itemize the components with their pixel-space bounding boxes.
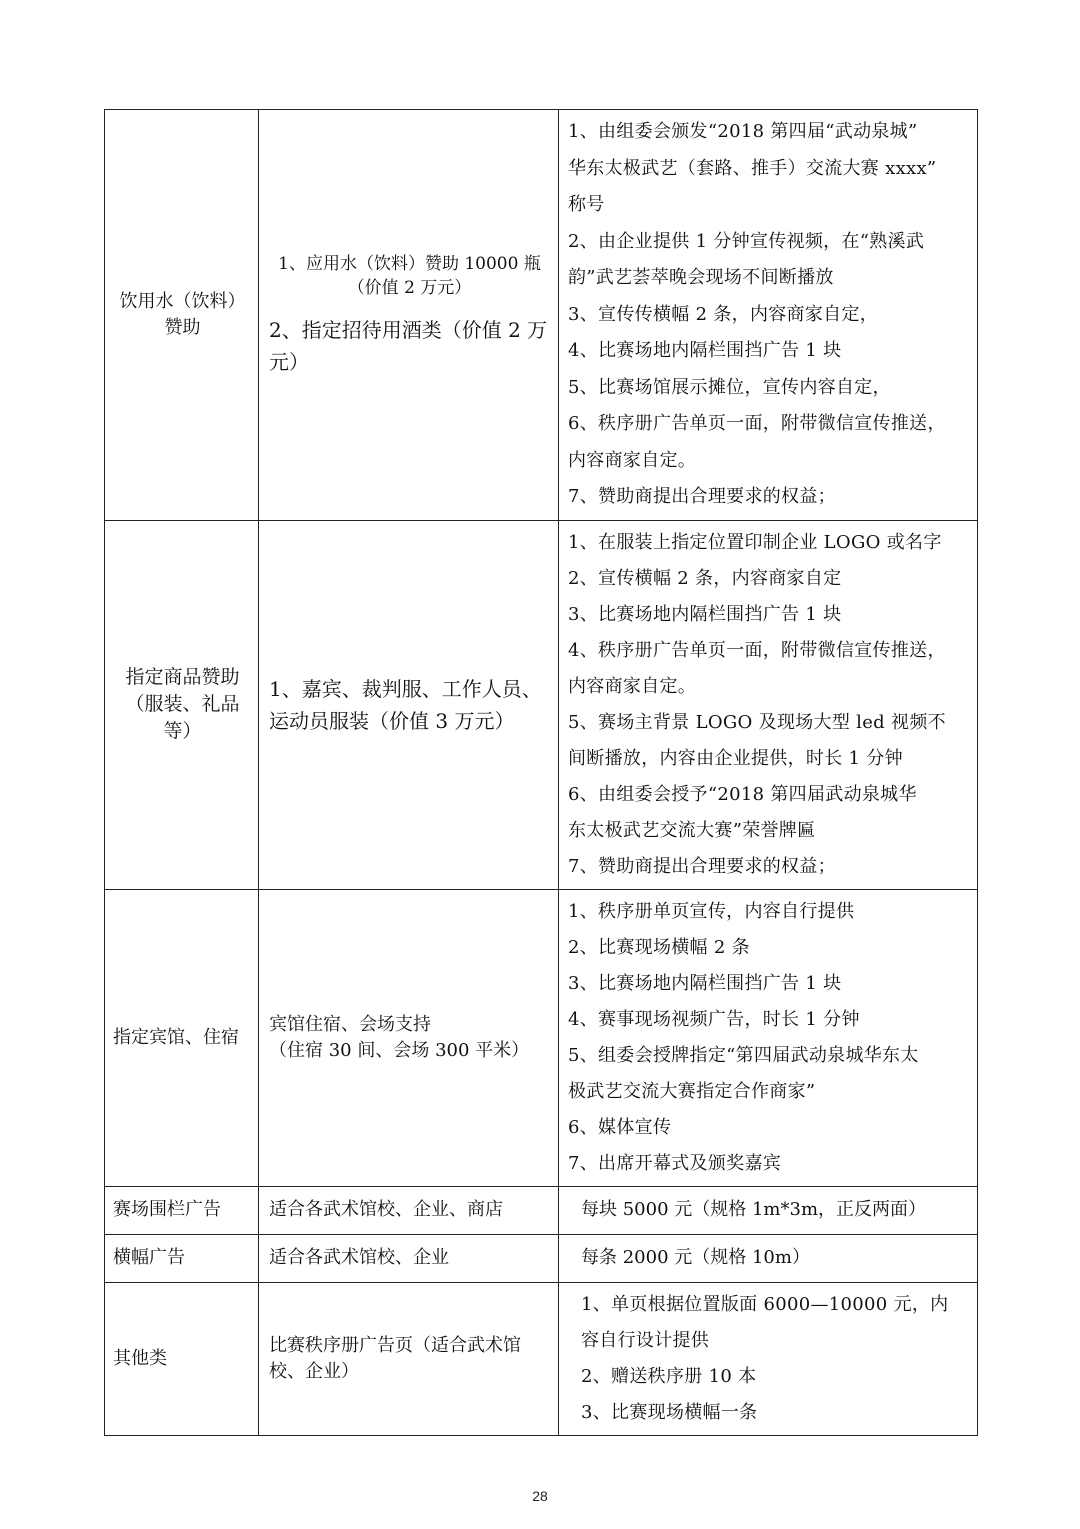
item-cell bbox=[259, 520, 559, 889]
benefit-line: 2、由企业提供 1 分钟宣传视频，在“熟溪武 bbox=[568, 230, 925, 252]
item-text: （住宿 30 间、会场 300 平米） bbox=[269, 1039, 530, 1061]
item-text: 1、嘉宾、裁判服、工作人员、运动员服装（价值 3 万元） bbox=[269, 676, 542, 733]
benefit-line: 间断播放，内容由企业提供，时长 1 分钟 bbox=[568, 747, 903, 769]
benefit-line: 7、赞助商提出合理要求的权益； bbox=[568, 855, 836, 877]
item-text: 1、应用水（饮料）赞助 10000 瓶（价值 2 万元） bbox=[278, 253, 541, 298]
benefit-line: 容自行设计提供 bbox=[581, 1329, 710, 1351]
table-row bbox=[105, 520, 978, 889]
item-cell bbox=[259, 1282, 559, 1435]
benefit-line: 2、赠送秩序册 10 本 bbox=[581, 1365, 757, 1387]
benefit-line: 6、由组委会授予“2018 第四届武动泉城华 bbox=[568, 783, 917, 805]
category-cell bbox=[105, 1186, 259, 1234]
table-row bbox=[105, 1234, 978, 1282]
benefit-line: 7、赞助商提出合理要求的权益； bbox=[568, 486, 836, 507]
category-cell bbox=[105, 1282, 259, 1435]
table-row bbox=[105, 1282, 978, 1435]
benefit-line: 7、出席开幕式及颁奖嘉宾 bbox=[568, 1152, 782, 1174]
benefit-line: 东太极武艺交流大赛”荣誉牌匾 bbox=[568, 819, 816, 841]
benefit-line: 3、比赛现场横幅一条 bbox=[581, 1401, 758, 1423]
benefit-cell bbox=[559, 889, 978, 1186]
item-text: 比赛秩序册广告页（适合武术馆校、企业） bbox=[269, 1334, 521, 1382]
benefit-line: 每块 5000 元（规格 1m*3m，正反两面） bbox=[581, 1199, 927, 1220]
benefit-line: 4、赛事现场视频广告，时长 1 分钟 bbox=[568, 1008, 860, 1030]
benefit-line: 每条 2000 元（规格 10m） bbox=[581, 1247, 810, 1268]
benefit-line: 3、比赛场地内隔栏围挡广告 1 块 bbox=[568, 972, 842, 994]
benefit-cell bbox=[559, 110, 978, 521]
benefit-line: 内容商家自定。 bbox=[568, 449, 697, 471]
benefit-line: 1、单页根据位置版面 6000—10000 元，内 bbox=[581, 1293, 949, 1315]
item-cell bbox=[259, 1186, 559, 1234]
benefit-line: 华东太极武艺（套路、推手）交流大赛 xxxx” bbox=[568, 157, 937, 179]
benefit-line: 5、比赛场馆展示摊位，宣传内容自定， bbox=[568, 376, 891, 398]
benefit-line: 5、组委会授牌指定“第四届武动泉城华东太 bbox=[568, 1044, 919, 1066]
benefit-line: 6、秩序册广告单页一面，附带微信宣传推送， bbox=[568, 413, 946, 434]
category-cell bbox=[105, 520, 259, 889]
table-row bbox=[105, 110, 978, 521]
benefit-line: 2、比赛现场横幅 2 条 bbox=[568, 936, 750, 958]
benefit-line: 3、宣传传横幅 2 条，内容商家自定， bbox=[568, 303, 879, 325]
item-cell bbox=[259, 889, 559, 1186]
benefit-line: 1、在服装上指定位置印制企业 LOGO 或名字 bbox=[568, 531, 942, 553]
benefit-line: 6、媒体宣传 bbox=[568, 1116, 672, 1138]
benefit-cell bbox=[559, 1186, 978, 1234]
benefit-line: 韵”武艺荟萃晚会现场不间断播放 bbox=[568, 267, 834, 288]
benefit-line: 4、比赛场地内隔栏围挡广告 1 块 bbox=[568, 340, 842, 361]
item-text: 适合各武术馆校、企业、商店 bbox=[269, 1199, 503, 1220]
benefit-line: 极武艺交流大赛指定合作商家” bbox=[568, 1080, 816, 1102]
table-row bbox=[105, 1186, 978, 1234]
benefit-line: 2、宣传横幅 2 条，内容商家自定 bbox=[568, 567, 842, 589]
benefit-line: 3、比赛场地内隔栏围挡广告 1 块 bbox=[568, 603, 842, 625]
category-label: 其他类 bbox=[113, 1347, 167, 1369]
item-text: 2、指定招待用酒类（价值 2 万元） bbox=[269, 317, 548, 374]
benefit-line: 4、秩序册广告单页一面，附带微信宣传推送， bbox=[568, 639, 946, 661]
benefit-line: 1、由组委会颁发“2018 第四届“武动泉城” bbox=[568, 121, 918, 142]
item-text: 宾馆住宿、会场支持 bbox=[269, 1013, 431, 1035]
item-cell bbox=[259, 110, 559, 521]
category-cell bbox=[105, 1234, 259, 1282]
table-row bbox=[105, 889, 978, 1186]
benefit-line: 称号 bbox=[568, 194, 605, 215]
category-label: 指定商品赞助（服装、礼品等） bbox=[125, 666, 240, 742]
benefit-cell bbox=[559, 1282, 978, 1435]
item-cell bbox=[259, 1234, 559, 1282]
category-cell bbox=[105, 110, 259, 521]
benefit-line: 1、秩序册单页宣传，内容自行提供 bbox=[568, 900, 855, 922]
category-label: 指定宾馆、住宿 bbox=[113, 1026, 239, 1048]
category-label: 饮用水（饮料）赞助 bbox=[119, 290, 246, 338]
benefit-cell bbox=[559, 1234, 978, 1282]
benefit-cell bbox=[559, 520, 978, 889]
sponsorship-table bbox=[104, 109, 978, 1436]
benefit-line: 内容商家自定。 bbox=[568, 675, 697, 697]
category-cell bbox=[105, 889, 259, 1186]
benefit-line: 5、赛场主背景 LOGO 及现场大型 led 视频不 bbox=[568, 711, 946, 733]
item-text: 适合各武术馆校、企业 bbox=[269, 1247, 449, 1268]
category-label: 赛场围栏广告 bbox=[113, 1199, 221, 1220]
category-label: 横幅广告 bbox=[113, 1247, 185, 1268]
page-number: 28 bbox=[532, 1488, 548, 1504]
